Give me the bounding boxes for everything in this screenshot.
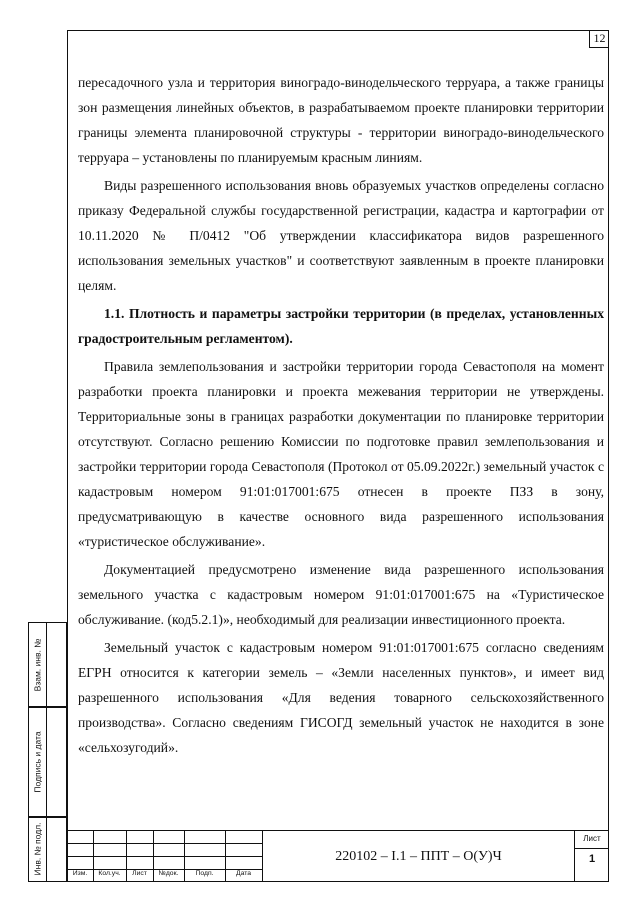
side-label-signature-date: Подпись и дата: [32, 731, 43, 793]
side-stamp-signature: [28, 706, 67, 818]
col-label-list: Лист: [132, 870, 147, 877]
col-label-data: Дата: [235, 870, 252, 877]
document-body: [78, 70, 604, 760]
col-label-podp: Подп.: [195, 870, 214, 877]
paragraph: Виды разрешенного использования вновь образуемых участков определены согласно приказу Федеральной службы государственной регистрации, кадастра и картографии от 10.11.2020 № П/0412 "Об утверждении классификатора видов разрешенного использования земельных участков" и соответствуют заявленным в проекте планировки целям.: [78, 178, 604, 293]
top-page-number: 12: [589, 30, 609, 48]
side-label-replacement-inv: Взам. инв. №: [32, 638, 43, 692]
col-label-izm: Изм.: [72, 870, 88, 877]
side-stamp-replacement: [28, 622, 67, 708]
revision-grid: [67, 830, 262, 882]
paragraph: Документацией предусмотрено изменение вида разрешенного использования земельного участка с кадастровым номером 91:01:017001:675 на «Туристическое обслуживание. (код5.2.1)», необходимый для реализации инвестиционного проекта.: [78, 562, 604, 627]
title-block: [67, 830, 609, 882]
paragraph: Земельный участок с кадастровым номером 91:01:017001:675 согласно сведениям ЕГРН относится к категории земель – «Земли населенных пунктов», и имеет вид разрешенного использования «Для ведения товарного сельскохозяйственного производства». Согласно сведениям ГИСОГД земельный участок не находится в зоне «сельхозугодий».: [78, 640, 604, 755]
section-heading: 1.1. Плотность и параметры застройки территории (в пределах, установленных градостроительным регламентом).: [78, 306, 604, 346]
col-label-ndok: №док.: [158, 870, 179, 877]
sheet-label: Лист: [575, 831, 609, 849]
paragraph: Правила землепользования и застройки территории города Севастополя на момент разработки проекта планировки и проекта межевания территории не утверждены. Территориальные зоны в границах разработки документации по планировке территории отсутствуют. Согласно решению Комиссии по подготовке правил землепользования и застройки территории города Севастополя (Протокол от 05.09.2022г.) земельный участок с кадастровым номером 91:01:017001:675 отнесен в проекте ПЗЗ в зону, предусматривающую в качестве основного вида разрешенного использования «туристическое обслуживание».: [78, 359, 604, 549]
sheet-cell: [574, 830, 609, 882]
document-code: 220102 – I.1 – ППТ – О(У)Ч: [262, 830, 574, 882]
paragraph-continued: пересадочного узла и территория виноградо-винодельческого терруара, а также границы зон размещения линейных объектов, в разрабатываемом проекте планировки территории границы элемента планировочной структуры - территории виноградо-винодельческого терруара – установлены по планируемым красным линиям.: [78, 75, 604, 165]
sheet-number: 1: [588, 853, 596, 865]
side-stamp-original-inv: [28, 816, 67, 882]
col-label-kol-uch: Кол.уч.: [98, 870, 121, 877]
side-label-original-inv: Инв. № подл.: [32, 822, 43, 876]
